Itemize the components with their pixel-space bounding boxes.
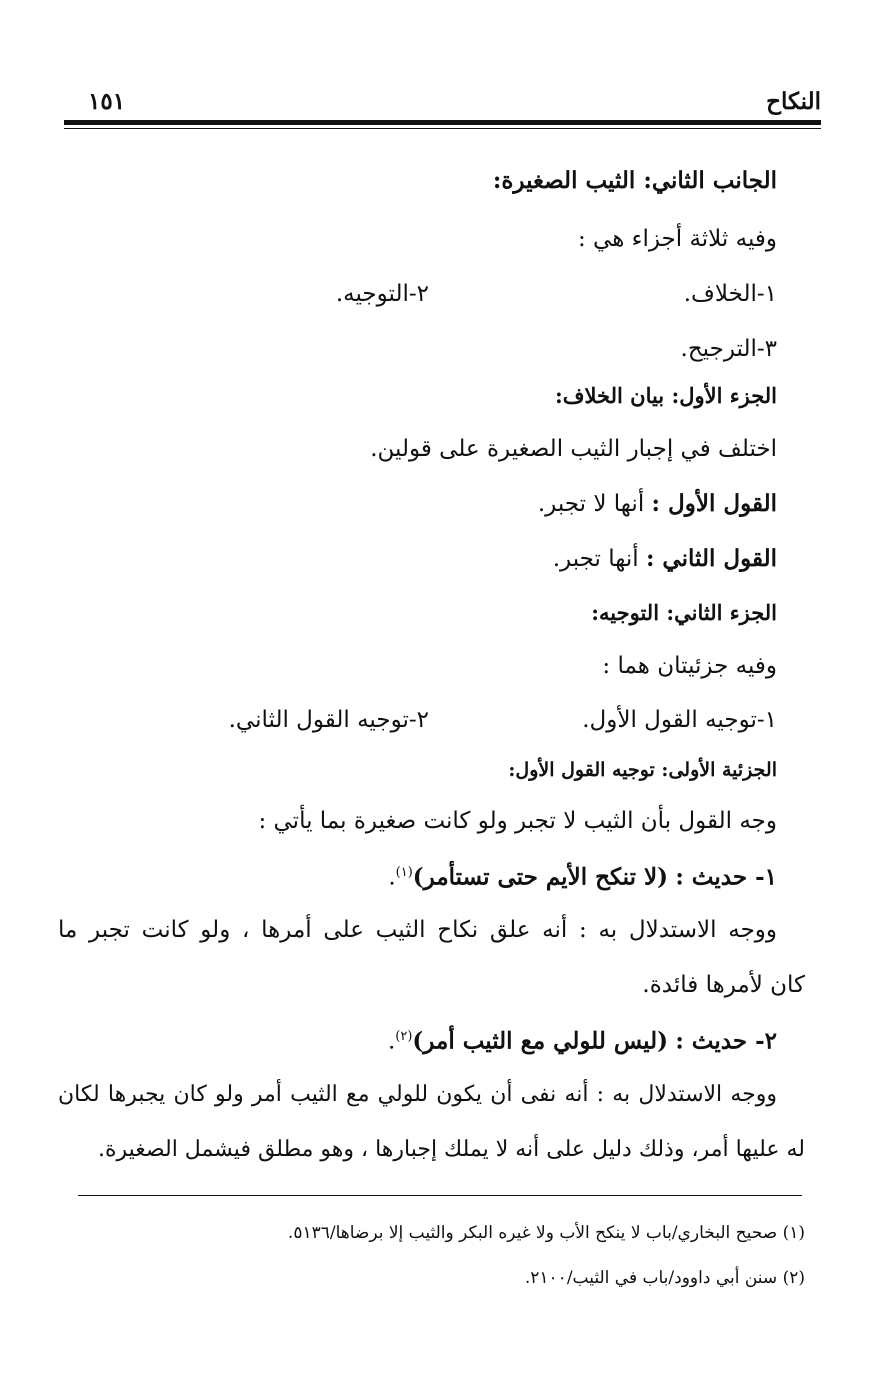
footnote-ref: (٢) [395,1029,413,1044]
paragraph-line: وفيه جزئيتان هما : [602,653,777,679]
list-item: ١-توجيه القول الأول. [582,707,777,733]
footnote: (٢) سنن أبي داوود/باب في الثيب/٢١٠٠. [524,1268,805,1288]
footnote-ref: (١) [395,865,413,880]
header-rule-thin [64,128,821,129]
list-item: ٣-الترجيح. [680,336,777,362]
hadith-label: ٢- حديث : [675,1027,777,1055]
footnote-rule [78,1195,802,1196]
footnote: (١) صحيح البخاري/باب لا ينكح الأب ولا غيره البكر والثيب إلا برضاها/٥١٣٦. [287,1223,805,1243]
opinion-line [538,489,777,519]
hadith-label: ١- حديث : [675,863,777,891]
paragraph-line: اختلف في إجبار الثيب الصغيرة على قولين. [370,436,777,462]
section-heading: الجانب الثاني: الثيب الصغيرة: [492,167,777,194]
opinion-line [553,544,777,574]
hadith-period: . [387,1028,396,1055]
opinion-label: القول الثاني : [645,545,777,572]
opinion-text: أنها لا تجبر. [537,491,645,517]
hadith-text: (ليس للولي مع الثيب أمر) [412,1027,668,1055]
paragraph-line: ووجه الاستدلال به : أنه علق نكاح الثيب على أمرها ، ولو كانت تجبر ما [58,917,777,943]
hadith-text: (لا تنكح الأيم حتى تستأمر) [412,863,668,891]
paragraph-line: وفيه ثلاثة أجزاء هي : [577,226,777,252]
subsection-heading: الجزئية الأولى: توجيه القول الأول: [508,759,777,781]
hadith-line [388,858,777,893]
paragraph-line: كان لأمرها فائدة. [642,972,805,998]
chapter-title: النكاح [766,88,821,115]
list-item: ٢-التوجيه. [335,281,429,307]
paragraph-line: وجه القول بأن الثيب لا تجبر ولو كانت صغيرة بما يأتي : [258,808,777,834]
subsection-heading: الجزء الأول: بيان الخلاف: [555,383,777,408]
opinion-text: أنها تجبر. [552,546,639,572]
page-header [64,88,821,118]
page-number: ١٥١ [88,88,126,115]
paragraph-line: ووجه الاستدلال به : أنه نفى أن يكون للولي مع الثيب أمر ولو كان يجبرها لكان [58,1082,777,1107]
list-item: ١-الخلاف. [683,281,777,307]
header-rule-thick [64,120,821,125]
opinion-label: القول الأول : [651,490,777,517]
paragraph-line: له عليها أمر، وذلك دليل على أنه لا يملك إجبارها ، وهو مطلق فيشمل الصغيرة. [98,1137,805,1162]
subsection-heading: الجزء الثاني: التوجيه: [591,600,777,625]
hadith-period: . [388,864,396,891]
hadith-line [388,1022,777,1057]
list-item: ٢-توجيه القول الثاني. [228,707,429,733]
